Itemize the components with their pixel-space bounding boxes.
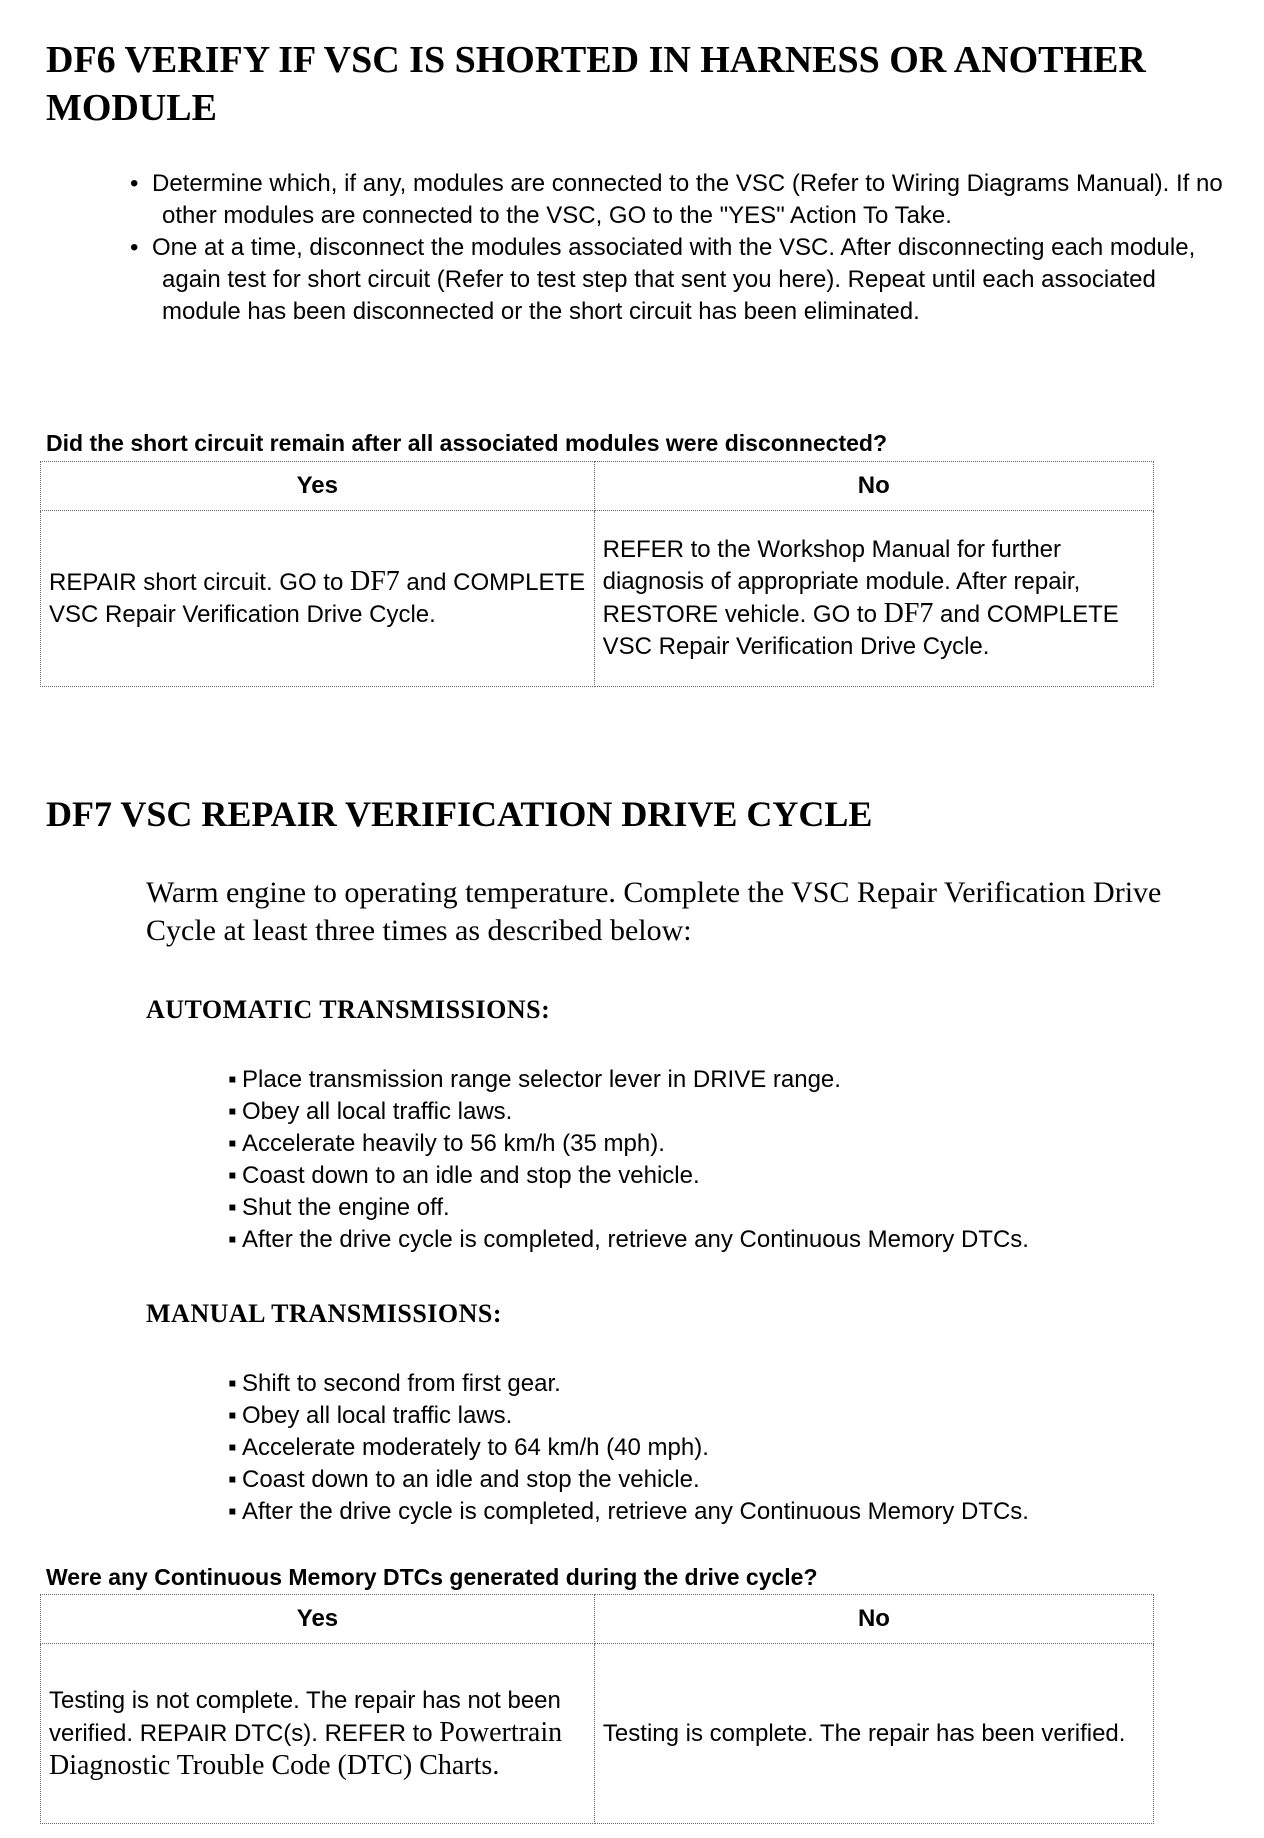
step-text: Coast down to an idle and stop the vehicle. bbox=[242, 1466, 700, 1493]
bullet-square-icon: ▪ bbox=[228, 1066, 237, 1093]
table-row bbox=[41, 511, 1154, 687]
table-row bbox=[41, 1644, 1154, 1824]
step-text: Shift to second from first gear. bbox=[242, 1370, 561, 1397]
df7-yes-text-a: Testing is not complete. The repair has not been verified. REPAIR DTC(s). REFER to bbox=[49, 1686, 561, 1747]
step-text: Obey all local traffic laws. bbox=[242, 1402, 513, 1429]
df6-answer-table bbox=[40, 461, 1154, 687]
df6-heading: DF6 VERIFY IF VSC IS SHORTED IN HARNESS OR ANOTHER MODULE bbox=[46, 39, 1146, 129]
df7-heading: DF7 VSC REPAIR VERIFICATION DRIVE CYCLE bbox=[46, 794, 873, 834]
list-item bbox=[228, 1160, 1228, 1192]
df6-bullet-list bbox=[130, 168, 1230, 328]
bullet-dot-icon: • bbox=[130, 170, 139, 197]
df7-yes-cell bbox=[41, 1644, 595, 1824]
df7-no-cell bbox=[594, 1644, 1153, 1824]
df6-bullet-text: One at a time, disconnect the modules associated with the VSC. After disconnecting each module, again test for short circuit (Refer to test step that sent you here). Repeat until each associated module has been disconnected or the short circuit has been eliminated. bbox=[152, 234, 1196, 325]
step-text: Accelerate heavily to 56 km/h (35 mph). bbox=[242, 1130, 665, 1157]
df6-no-ref: DF7 bbox=[883, 598, 934, 629]
step-text: Coast down to an idle and stop the vehicle. bbox=[242, 1162, 700, 1189]
table-header-row bbox=[41, 1595, 1154, 1644]
table-header-row bbox=[41, 462, 1154, 511]
df6-yes-text-b: and COMPLETE VSC Repair Verification Drive Cycle. bbox=[49, 569, 586, 628]
yes-header: Yes bbox=[41, 462, 595, 511]
list-item bbox=[228, 1224, 1228, 1256]
df6-question: Did the short circuit remain after all associated modules were disconnected? bbox=[46, 430, 888, 456]
list-item bbox=[130, 168, 1230, 232]
step-text: After the drive cycle is completed, retrieve any Continuous Memory DTCs. bbox=[242, 1498, 1029, 1525]
bullet-dot-icon: • bbox=[130, 234, 139, 261]
list-item bbox=[228, 1192, 1228, 1224]
no-header: No bbox=[594, 1595, 1153, 1644]
list-item bbox=[228, 1464, 1228, 1496]
bullet-square-icon: ▪ bbox=[228, 1434, 237, 1461]
df7-no-text: Testing is complete. The repair has been verified. bbox=[602, 1719, 1126, 1747]
df6-yes-cell bbox=[41, 511, 595, 687]
df7-answer-table bbox=[40, 1594, 1154, 1824]
yes-header: Yes bbox=[41, 1595, 595, 1644]
bullet-square-icon: ▪ bbox=[228, 1370, 237, 1397]
list-item bbox=[228, 1400, 1228, 1432]
df6-bullet-text: Determine which, if any, modules are connected to the VSC (Refer to Wiring Diagrams Manual). If no other modules are connected to the VSC, GO to the "YES" Action To Take. bbox=[152, 170, 1223, 229]
list-item bbox=[228, 1496, 1228, 1528]
bullet-square-icon: ▪ bbox=[228, 1130, 237, 1157]
list-item bbox=[228, 1096, 1228, 1128]
bullet-square-icon: ▪ bbox=[228, 1226, 237, 1253]
step-text: Accelerate moderately to 64 km/h (40 mph). bbox=[242, 1434, 709, 1461]
df6-no-text-a: REFER to the Workshop Manual for further diagnosis of appropriate module. After repair, RESTORE vehicle. GO to bbox=[602, 536, 1081, 628]
step-text: Place transmission range selector lever in DRIVE range. bbox=[242, 1066, 841, 1093]
bullet-square-icon: ▪ bbox=[228, 1098, 237, 1125]
df6-yes-ref: DF7 bbox=[349, 566, 400, 597]
list-item bbox=[228, 1128, 1228, 1160]
df7-intro: Warm engine to operating temperature. Complete the VSC Repair Verification Drive Cycle at least three times as described below: bbox=[146, 876, 1162, 947]
no-header: No bbox=[594, 462, 1153, 511]
df7-yes-ref: Powertrain Diagnostic Trouble Code (DTC) Charts bbox=[49, 1716, 563, 1781]
df6-no-text-b: and COMPLETE VSC Repair Verification Drive Cycle. bbox=[602, 601, 1119, 660]
df7-yes-text-b: . bbox=[492, 1749, 500, 1781]
bullet-square-icon: ▪ bbox=[228, 1194, 237, 1221]
bullet-square-icon: ▪ bbox=[228, 1498, 237, 1525]
automatic-heading: AUTOMATIC TRANSMISSIONS: bbox=[146, 995, 551, 1024]
bullet-square-icon: ▪ bbox=[228, 1466, 237, 1493]
step-text: Obey all local traffic laws. bbox=[242, 1098, 513, 1125]
step-text: Shut the engine off. bbox=[242, 1194, 450, 1221]
step-text: After the drive cycle is completed, retrieve any Continuous Memory DTCs. bbox=[242, 1226, 1029, 1253]
list-item bbox=[130, 232, 1230, 328]
df7-question: Were any Continuous Memory DTCs generated during the drive cycle? bbox=[46, 1564, 818, 1590]
manual-steps bbox=[228, 1368, 1228, 1528]
automatic-steps bbox=[228, 1064, 1228, 1256]
manual-heading: MANUAL TRANSMISSIONS: bbox=[146, 1299, 503, 1328]
df6-no-cell bbox=[594, 511, 1153, 687]
bullet-square-icon: ▪ bbox=[228, 1162, 237, 1189]
bullet-square-icon: ▪ bbox=[228, 1402, 237, 1429]
list-item bbox=[228, 1368, 1228, 1400]
df6-yes-text-a: REPAIR short circuit. GO to bbox=[49, 569, 350, 596]
list-item bbox=[228, 1432, 1228, 1464]
list-item bbox=[228, 1064, 1228, 1096]
